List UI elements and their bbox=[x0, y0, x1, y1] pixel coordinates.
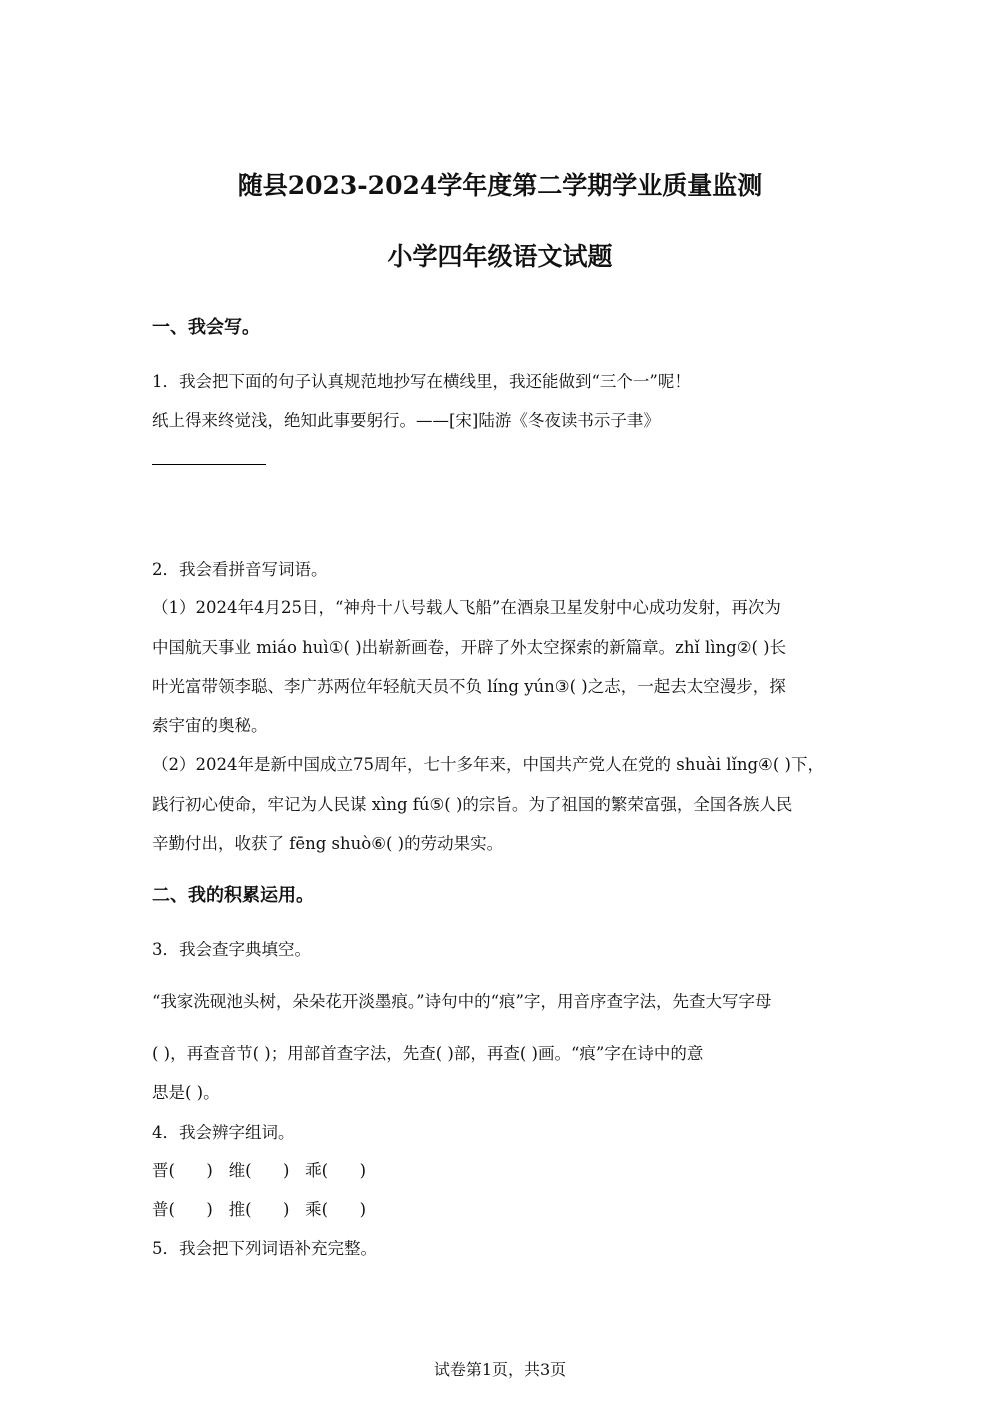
question-3-line: “我家洗砚池头树，朵朵花开淡墨痕。”诗句中的“痕”字，用音序查字法，先查大写字母 bbox=[152, 992, 772, 1011]
question-5-prompt: 5．我会把下列词语补充完整。 bbox=[152, 1239, 377, 1258]
question-2-line: （1）2024年4月25日，“神舟十八号载人飞船”在酒泉卫星发射中心成功发射，再次为 bbox=[152, 598, 781, 617]
section-heading-1: 一、我会写。 bbox=[152, 317, 260, 338]
question-2-line: 辛勤付出，收获了 fēng shuò⑥( )的劳动果实。 bbox=[152, 834, 504, 853]
question-2-line: 践行初心使命，牢记为人民谋 xìng fú⑤( )的宗旨。为了祖国的繁荣富强，全国各族人民 bbox=[152, 795, 793, 814]
question-1-quote: 纸上得来终觉浅，绝知此事要躬行。——[宋]陆游《冬夜读书示子聿》 bbox=[152, 411, 660, 430]
page-subtitle: 小学四年级语文试题 bbox=[387, 242, 613, 271]
question-2-line: 索宇宙的奥秘。 bbox=[152, 716, 268, 735]
question-3-prompt: 3．我会查字典填空。 bbox=[152, 940, 311, 959]
question-2-line: 叶光富带领李聪、李广苏两位年轻航天员不负 líng yún③( )之志，一起去太空漫步，探 bbox=[152, 677, 786, 696]
question-4-row: 晋( ) 维( ) 乖( ) bbox=[152, 1161, 367, 1180]
page-footer: 试卷第1页，共3页 bbox=[433, 1360, 567, 1379]
question-1-prompt: 1．我会把下面的句子认真规范地抄写在横线里，我还能做到“三个一”呢！ bbox=[152, 372, 691, 391]
page-title: 随县2023-2024学年度第二学期学业质量监测 bbox=[237, 171, 763, 200]
section-heading-2: 二、我的积累运用。 bbox=[152, 885, 314, 906]
question-3-line: 思是( )。 bbox=[152, 1083, 220, 1102]
question-2-prompt: 2．我会看拼音写词语。 bbox=[152, 560, 328, 579]
question-3-line: ( )，再查音节( )；用部首查字法，先查( )部，再查( )画。“痕”字在诗中的意 bbox=[152, 1044, 704, 1063]
question-4-row: 普( ) 推( ) 乘( ) bbox=[152, 1200, 367, 1219]
answer-line[interactable] bbox=[152, 464, 266, 465]
question-2-line: （2）2024年是新中国成立75周年，七十多年来，中国共产党人在党的 shuài lǐng④( )下， bbox=[152, 755, 824, 774]
question-2-line: 中国航天事业 miáo huì①( )出崭新画卷，开辟了外太空探索的新篇章。zhǐ lìng②( )长 bbox=[152, 638, 787, 657]
question-4-prompt: 4．我会辨字组词。 bbox=[152, 1123, 295, 1142]
